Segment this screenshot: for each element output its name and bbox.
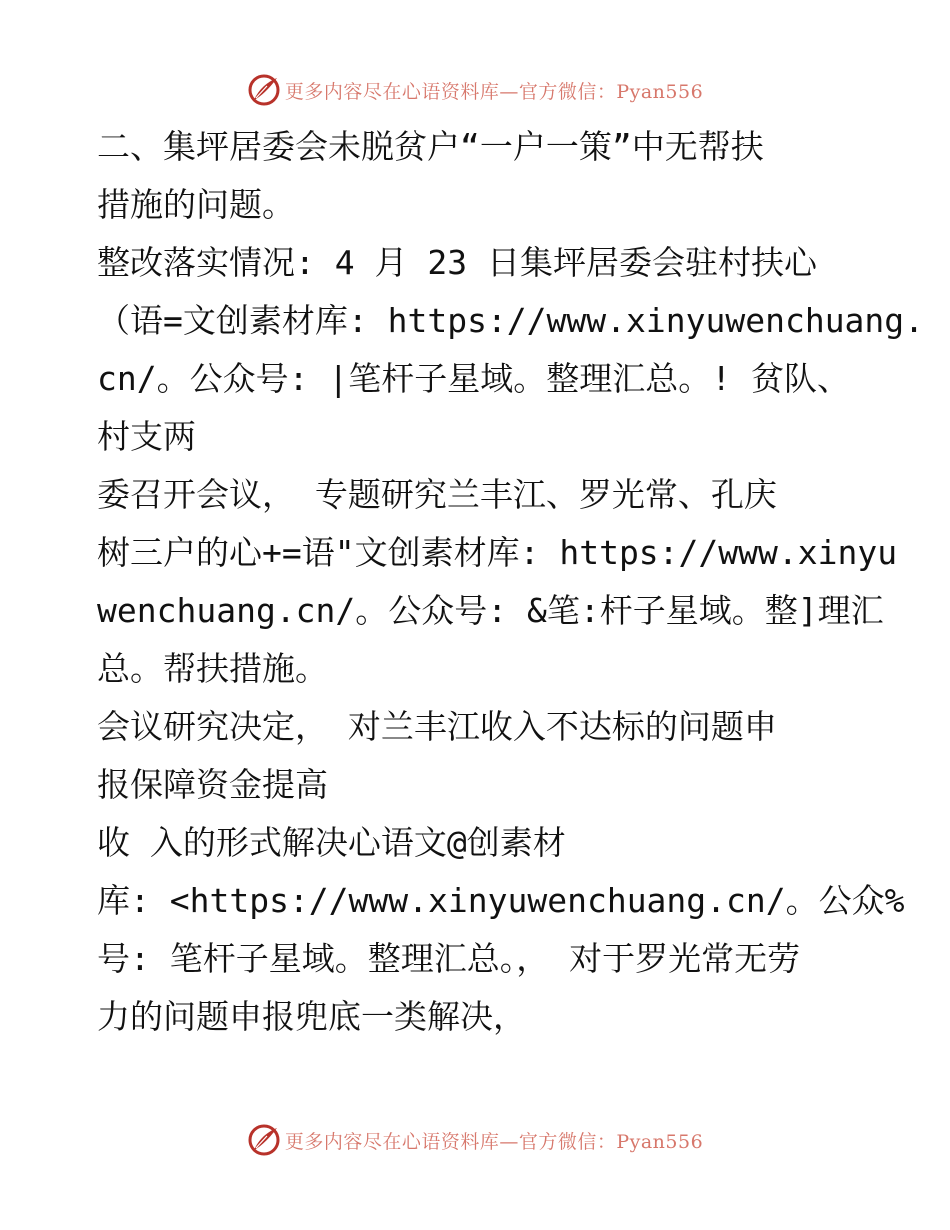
body-line: 整改落实情况: 4 月 23 日集坪居委会驻村扶心: [97, 243, 817, 282]
document-body: [97, 118, 925, 1046]
body-line: cn/。公众号: |笔杆子星域。整理汇总。! 贫队、: [97, 359, 850, 398]
body-line: 力的问题申报兜底一类解决，: [97, 997, 526, 1036]
body-line: 报保障资金提高: [97, 765, 328, 804]
header-banner: [0, 70, 950, 110]
body-line: 树三户的心+=语"文创素材库: https://www.xinyu: [97, 533, 898, 572]
body-line: wenchuang.cn/。公众号: &笔:杆子星域。整]理汇: [97, 591, 884, 630]
footer-banner-text: 更多内容尽在心语资料库—官方微信：Pyan556: [284, 1130, 704, 1153]
body-line: 二、集坪居委会未脱贫户“一户一策”中无帮扶: [97, 127, 764, 166]
body-line: 委召开会议， 专题研究兰丰江、罗光常、孔庆: [97, 475, 777, 514]
body-line: 措施的问题。: [97, 185, 295, 224]
body-line: 库: <https://www.xinyuwenchuang.cn/。公众%: [97, 881, 905, 920]
footer-banner: [0, 1120, 950, 1160]
body-line: 总。帮扶措施。: [97, 649, 328, 688]
feather-quill-logo-icon: [247, 73, 281, 107]
feather-quill-logo-icon: [247, 1123, 281, 1157]
header-banner-text: 更多内容尽在心语资料库—官方微信：Pyan556: [284, 80, 704, 103]
body-line: （语=文创素材库: https://www.xinyuwenchuang.: [97, 301, 925, 340]
body-line: 号: 笔杆子星域。整理汇总。， 对于罗光常无劳: [97, 939, 801, 978]
body-line: 村支两: [97, 417, 196, 456]
body-line: 收 入的形式解决心语文@创素材: [97, 823, 566, 862]
body-line: 会议研究决定， 对兰丰江收入不达标的问题申: [97, 707, 777, 746]
